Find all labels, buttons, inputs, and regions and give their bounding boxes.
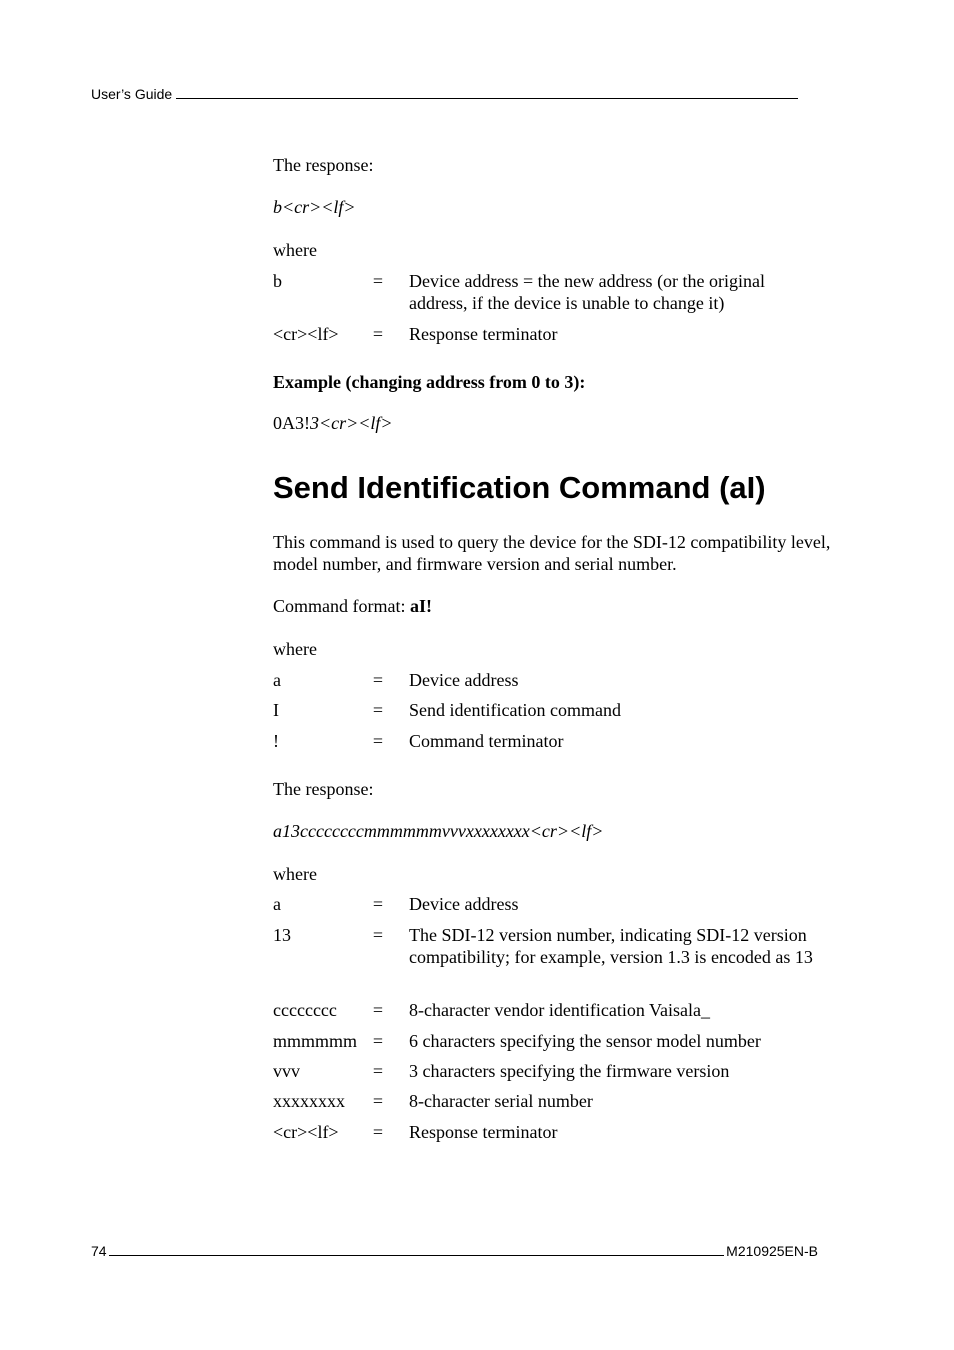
definition-term: cccccccc	[273, 1000, 337, 1020]
response-format: a13ccccccccmmmmmmvvvxxxxxxxx<cr><lf>	[273, 821, 604, 841]
definition-equals: =	[372, 731, 384, 751]
definition-desc: 8-character vendor identification Vaisala_	[409, 1000, 711, 1020]
definition-equals: =	[372, 271, 384, 291]
definition-term: a	[273, 670, 281, 690]
definition-equals: =	[372, 925, 384, 945]
command-format-value: aI!	[409, 596, 432, 616]
running-footer	[91, 1243, 818, 1260]
example-command: 0A3!	[273, 413, 310, 433]
definition-equals: =	[372, 894, 384, 914]
command-format-line	[273, 595, 833, 617]
example-line	[273, 412, 833, 434]
definition-desc: Device address	[409, 894, 519, 914]
definition-term: mmmmmm	[273, 1031, 358, 1051]
response-label: The response:	[273, 779, 374, 799]
definition-equals: =	[372, 670, 384, 690]
definition-equals: =	[372, 700, 384, 720]
response-format: b<cr><lf>	[273, 197, 356, 217]
definition-term: <cr><lf>	[273, 1122, 339, 1142]
where-label: where	[273, 639, 317, 659]
where-label: where	[273, 240, 317, 260]
definition-desc: Response terminator	[409, 324, 558, 344]
section-intro: This command is used to query the device for the SDI-12 compatibility level, model number, and firmware version and serial number.	[273, 532, 831, 574]
definition-term: xxxxxxxx	[273, 1091, 345, 1111]
definition-term: vvv	[273, 1061, 300, 1081]
definition-equals: =	[372, 324, 384, 344]
where-label: where	[273, 864, 317, 884]
definition-desc: Command terminator	[409, 731, 564, 751]
definition-term: !	[273, 731, 279, 751]
definition-desc: Device address = the new address (or the original address, if the device is unable to change it)	[409, 271, 766, 313]
definition-desc: The SDI-12 version number, indicating SDI-12 version compatibility; for example, version 1.3 is encoded as 13	[409, 925, 813, 967]
definition-term: <cr><lf>	[273, 324, 339, 344]
definition-term: I	[273, 700, 279, 720]
definition-equals: =	[372, 1061, 384, 1081]
command-format-label: Command format:	[273, 596, 410, 616]
definition-desc: 6 characters specifying the sensor model number	[409, 1031, 761, 1051]
definition-term: b	[273, 271, 282, 291]
definition-equals: =	[372, 1000, 384, 1020]
definition-term: 13	[273, 925, 291, 945]
example-heading: Example (changing address from 0 to 3):	[273, 372, 586, 392]
running-header	[91, 86, 798, 102]
footer-doc-code: M210925EN-B	[726, 1243, 818, 1259]
definition-desc: 3 characters specifying the firmware version	[409, 1061, 730, 1081]
header-title: User’s Guide	[91, 86, 173, 102]
section-title: Send Identification Command (aI)	[273, 470, 766, 505]
definition-desc: Device address	[409, 670, 519, 690]
definition-equals: =	[372, 1122, 384, 1142]
definition-desc: Response terminator	[409, 1122, 558, 1142]
response-label: The response:	[273, 155, 374, 175]
definition-desc: Send identification command	[409, 700, 621, 720]
example-response: 3<cr><lf>	[310, 413, 393, 433]
header-rule	[176, 86, 798, 99]
footer-page-number: 74	[91, 1243, 107, 1259]
definition-desc: 8-character serial number	[409, 1091, 593, 1111]
definition-equals: =	[372, 1091, 384, 1111]
footer-rule	[109, 1243, 725, 1256]
definition-equals: =	[372, 1031, 384, 1051]
definition-term: a	[273, 894, 281, 914]
